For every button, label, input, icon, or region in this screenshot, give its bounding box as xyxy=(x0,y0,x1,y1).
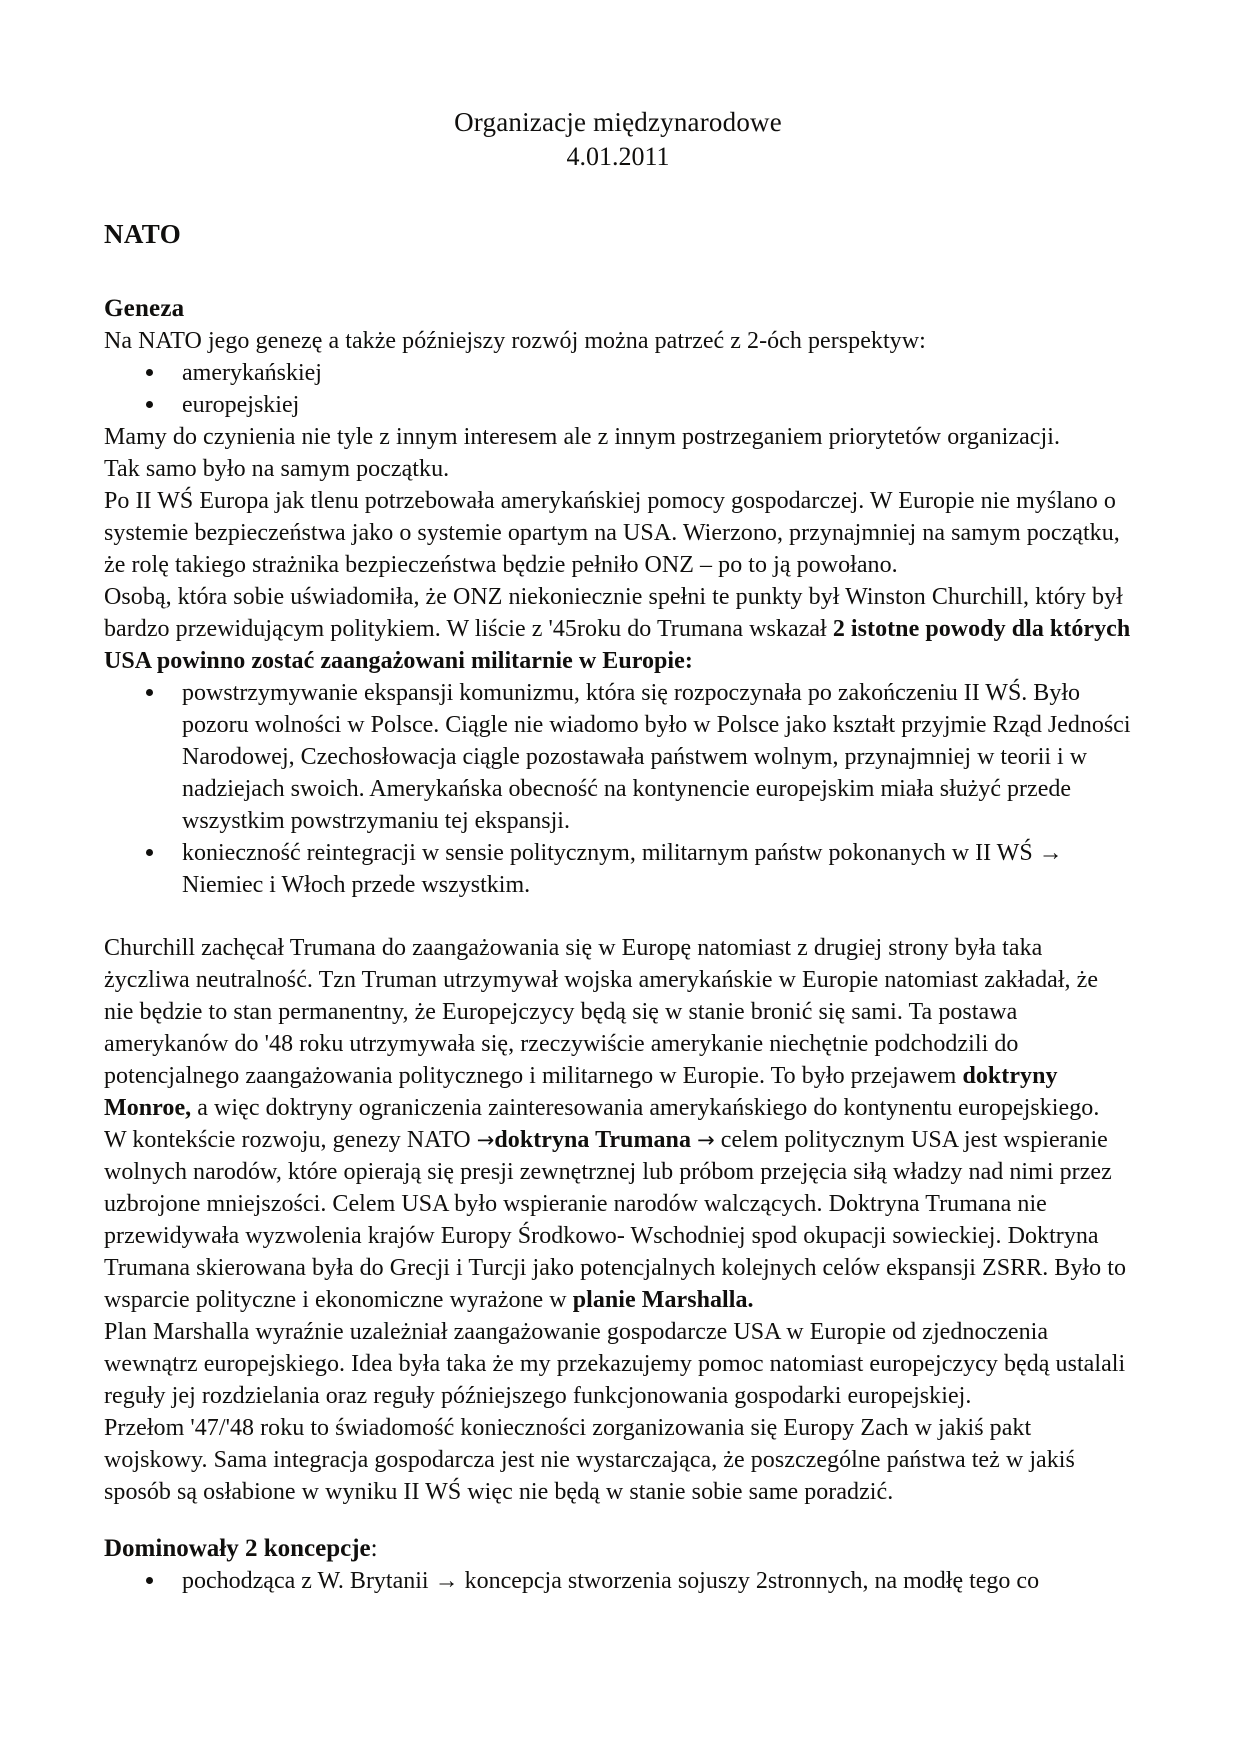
churchill-paragraph xyxy=(104,581,1132,677)
geneza-paragraph-3: Po II WŚ Europa jak tlenu potrzebowała amerykańskiej pomocy gospodarczej. W Europie nie myślano o systemie bezpieczeństwa jako o systemie opartym na USA. Wierzono, przynajmniej na samym początku, że rolę takiego strażnika bezpieczeństwa będzie pełniło ONZ – po to ją powołano. xyxy=(104,488,1120,578)
bullet-dot-icon xyxy=(146,1577,153,1584)
geneza-paragraph-2: Tak samo było na samym początku. xyxy=(104,456,450,482)
list-item xyxy=(104,677,1132,837)
przelom-paragraph: Przełom '47/'48 roku to świadomość konieczności zorganizowania się Europy Zach w jakiś pakt wojskowy. Sama integracja gospodarcza jest nie wystarczająca, że poszczególne państwa też w jakiś sposób są osłabione w wyniku II WŚ więc nie będą w stanie sobie same poradzić. xyxy=(104,1415,1075,1505)
sub-heading-geneza: Geneza xyxy=(104,295,185,322)
document-title: Organizacje międzynarodowe xyxy=(454,107,782,137)
truman-text-part2: celem politycznym USA jest wspieranie wolnych narodów, które opierają się presji zewnętrznej lub próbom przejęcia siłą władzy nad nimi przez uzbrojone mniejszości. Celem USA było wspieranie narodów walczących. Doktryna Trumana nie przewidywała wyzwolenia krajów Europy Środkowo- Wschodniej spod okupacji sowieckiej. Doktryna Trumana skierowana była do Grecji i Turcji jako potencjalnych kolejnych celów ekspansji ZSRR. Było to wsparcie polityczne i ekonomiczne wyrażone w xyxy=(104,1127,1127,1313)
sub-heading-dominowaly-koncepcje xyxy=(104,1534,1132,1564)
list-item-label: powstrzymywanie ekspansji komunizmu, która się rozpoczynała po zakończeniu II WŚ. Było pozoru wolności w Polsce. Ciągle nie wiadomo było w Polsce jako kształt przyjmie Rząd Jedności Narodowej, Czechosłowacja ciągle pozostawała państwem wolnym, przynajmniej w teorii i w nadziejach swoich. Amerykańska obecność na kontynencie europejskim miała służyć przede wszystkim powstrzymaniu tej ekspansji. xyxy=(182,680,1131,834)
truman-bold-doktryna-trumana: doktryna Trumana xyxy=(494,1127,691,1153)
monroe-text-part2: a więc doktryny ograniczenia zainteresowania amerykańskiego do kontynentu europejskiego. xyxy=(191,1095,1100,1121)
geneza-intro-paragraph: Na NATO jego genezę a także późniejszy rozwój można patrzeć z 2-óch perspektyw: xyxy=(104,328,926,354)
bullet-dot-icon xyxy=(146,401,153,408)
koncepcje-heading-bold: Dominowały 2 koncepcje xyxy=(104,1535,371,1562)
bullet-dot-icon xyxy=(146,849,153,856)
list-item xyxy=(104,1565,1132,1597)
list-item xyxy=(104,357,1132,389)
churchill-bold-text: 2 istotne powody dla których USA powinno zostać zaangażowani militarnie w Europie: xyxy=(104,616,1131,674)
monroe-text-part1: Churchill zachęcał Trumana do zaangażowania się w Europę natomiast z drugiej strony była taka życzliwa neutralność. Tzn Truman utrzymywał wojska amerykańskie w Europie natomiast zakładał, że nie będzie to stan permanentny, że Europejczycy będą się w stanie bronić się sami. Ta postawa amerykanów do '48 roku utrzymywała się, rzeczywiście amerykanie niechętnie podchodzili do potencjalnego zaangażowania politycznego i militarnego w Europie. To było przejawem xyxy=(104,935,1099,1089)
truman-paragraph xyxy=(104,1124,1132,1316)
truman-bold-plan-marshalla: planie Marshalla. xyxy=(572,1287,754,1313)
truman-text-part1: W kontekście rozwoju, genezy NATO xyxy=(104,1127,477,1153)
arrow-right-icon: → xyxy=(476,1128,495,1152)
list-item-label: europejskiej xyxy=(182,392,300,418)
section-heading-nato: NATO xyxy=(104,219,182,249)
list-item-label: pochodząca z W. Brytanii → koncepcja stworzenia sojuszy 2stronnych, na modłę tego co xyxy=(182,1568,1040,1594)
geneza-bullet-list xyxy=(104,357,1132,421)
koncepcje-bullet-list xyxy=(104,1565,1132,1597)
list-item-label: konieczność reintegracji w sensie politycznym, militarnym państw pokonanych w II WŚ → Niemiec i Włoch przede wszystkim. xyxy=(182,840,1063,898)
churchill-lead-text: Osobą, która sobie uświadomiła, że ONZ niekoniecznie spełni te punkty był Winston Churchill, który był bardzo przewidującym politykiem. W liście z '45roku do Trumana wskazał xyxy=(104,584,1123,642)
bullet-dot-icon xyxy=(146,369,153,376)
list-item xyxy=(104,389,1132,421)
koncepcje-heading-colon: : xyxy=(370,1535,378,1562)
list-item-label: amerykańskiej xyxy=(182,360,322,386)
churchill-bullet-list xyxy=(104,677,1132,901)
list-item xyxy=(104,837,1132,901)
geneza-paragraph-1: Mamy do czynienia nie tyle z innym interesem ale z innym postrzeganiem priorytetów organizacji. xyxy=(104,424,1060,450)
document-date: 4.01.2011 xyxy=(566,142,670,171)
monroe-paragraph xyxy=(104,932,1132,1124)
marshall-plan-paragraph: Plan Marshalla wyraźnie uzależniał zaangażowanie gospodarcze USA w Europie od zjednoczenia wewnątrz europejskiego. Idea była taka że my przekazujemy pomoc natomiast europejczycy będą ustalali reguły jej rozdzielania oraz reguły późniejszego funkcjonowania gospodarki europejskiej. xyxy=(104,1319,1126,1409)
bullet-dot-icon xyxy=(146,689,153,696)
monroe-bold-doktryny-monroe: doktryny Monroe, xyxy=(104,1063,1058,1121)
arrow-right-icon: → xyxy=(697,1128,715,1152)
